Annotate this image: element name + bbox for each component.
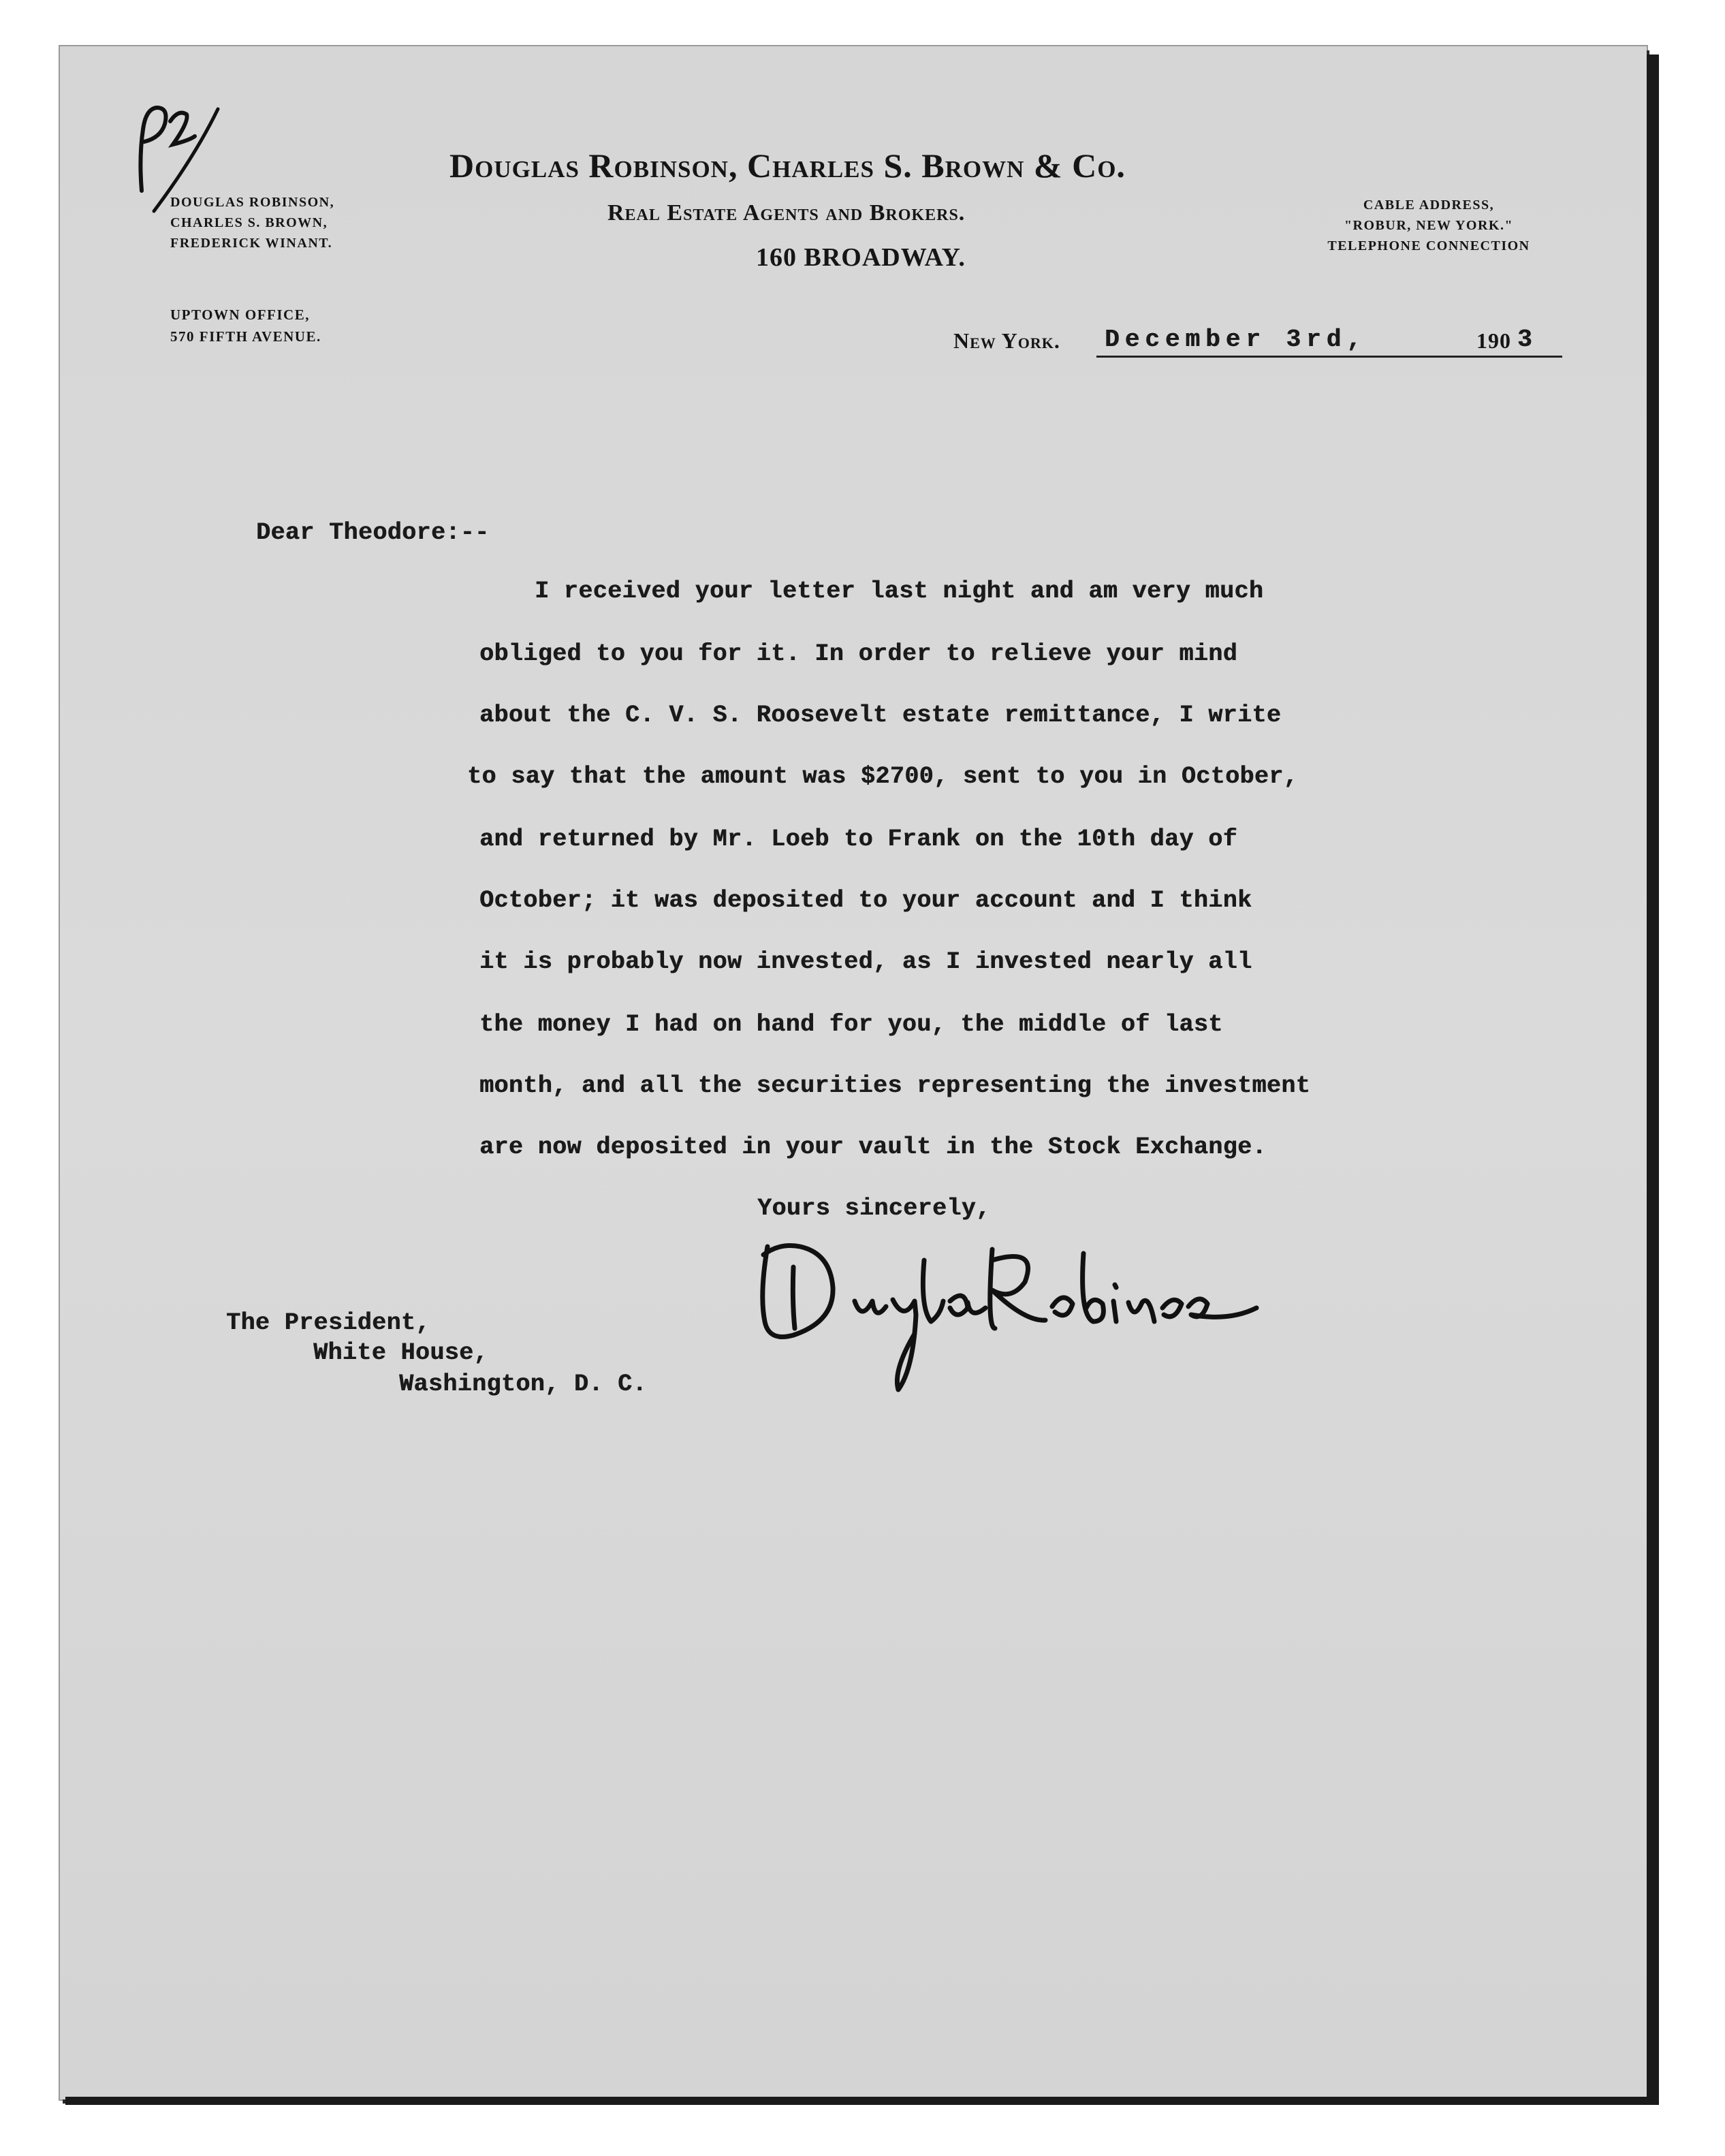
cable-info [1293, 195, 1565, 256]
firm-name: Douglas Robinson, Charles S. Brown & Co. [449, 146, 1126, 185]
uptown-label: UPTOWN OFFICE, [170, 307, 310, 323]
recipient-line-3: Washington, D. C. [399, 1371, 647, 1398]
body-line: to say that the amount was $2700, sent to you in October, [467, 763, 1298, 790]
body-line: obliged to you for it. In order to relieve your mind [479, 640, 1237, 668]
uptown-office [170, 304, 321, 347]
partner-3: FREDERICK WINANT. [170, 236, 333, 251]
dateline-year-suffix: 3 [1517, 326, 1533, 354]
handwritten-signature [753, 1219, 1406, 1396]
body-line: about the C. V. S. Roosevelt estate remittance, I write [479, 702, 1282, 729]
page-edge-shadow-bottom [65, 2097, 1659, 2105]
dateline-year-prefix: 190 [1476, 328, 1511, 353]
body-line: the money I had on hand for you, the middle of last [479, 1011, 1223, 1038]
body-line: October; it was deposited to your account and I think [479, 887, 1252, 914]
body-line: it is probably now invested, as I invested nearly all [479, 948, 1252, 975]
dateline-place: New York. [953, 328, 1060, 353]
partner-2: CHARLES S. BROWN, [170, 215, 328, 230]
body-line: month, and all the securities representing the investment [479, 1072, 1310, 1099]
body-line: are now deposited in your vault in the Stock Exchange. [479, 1134, 1267, 1161]
recipient-line-2: White House, [313, 1339, 488, 1366]
firm-address: 160 BROADWAY. [756, 243, 966, 272]
telephone: TELEPHONE CONNECTION [1327, 238, 1530, 253]
partners-list [170, 192, 334, 253]
firm-subtitle: Real Estate Agents and Brokers. [607, 200, 966, 225]
page-edge-shadow [1647, 54, 1659, 2098]
dateline-rule [1096, 356, 1562, 358]
cable-address: "ROBUR, NEW YORK." [1344, 218, 1514, 233]
cable-label: CABLE ADDRESS, [1363, 198, 1495, 213]
salutation: Dear Theodore:-- [256, 519, 490, 546]
body-line: I received your letter last night and am very much [535, 578, 1264, 605]
uptown-address: 570 FIFTH AVENUE. [170, 328, 321, 345]
body-line: and returned by Mr. Loeb to Frank on the 10th day of [479, 826, 1237, 853]
closing: Yours sincerely, [757, 1195, 991, 1222]
recipient-line-1: The President, [226, 1309, 430, 1337]
partner-1: DOUGLAS ROBINSON, [170, 195, 335, 210]
dateline-date: December 3rd, [1105, 326, 1367, 354]
